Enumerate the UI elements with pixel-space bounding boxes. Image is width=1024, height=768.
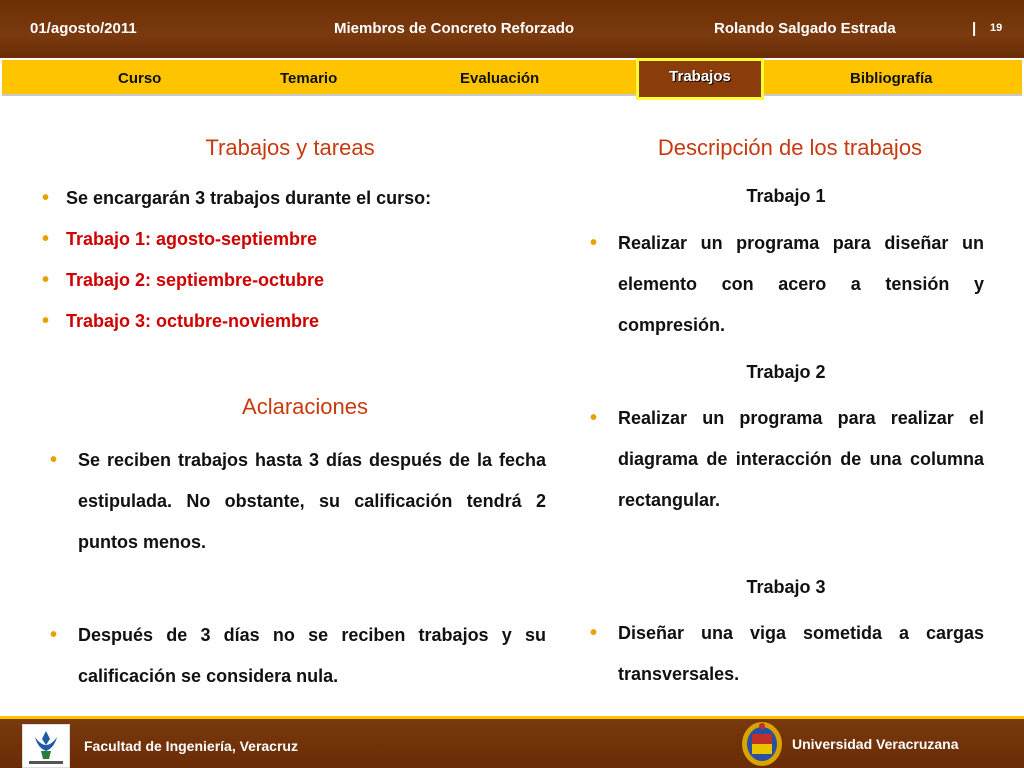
footer-bar (0, 716, 1024, 768)
footer-university: Universidad Veracruzana (792, 736, 959, 752)
tasks-list (40, 178, 550, 342)
nav-curso[interactable]: Curso (118, 70, 162, 87)
footer-faculty: Facultad de Ingeniería, Veracruz (84, 738, 298, 754)
nav-temario[interactable]: Temario (280, 70, 338, 87)
nav-evaluacion[interactable]: Evaluación (460, 70, 540, 87)
footer-divider (0, 716, 1024, 719)
header-separator: | (972, 20, 977, 37)
university-seal-icon (740, 720, 784, 768)
right-title: Descripción de los trabajos (657, 135, 923, 160)
footer (0, 712, 1024, 768)
work-3-label: Trabajo 3 (746, 577, 826, 597)
nav-trabajos-label: Trabajos (669, 68, 731, 85)
list-item: • Trabajo 3: octubre-noviembre (40, 301, 550, 342)
work-1-text: • Realizar un programa para diseñar un elemento con acero a tensión y compresión. (618, 223, 984, 346)
notes-title: Aclaraciones (242, 394, 368, 419)
nav-background (2, 60, 1022, 96)
header-author: Rolando Salgado Estrada (714, 20, 896, 37)
work-1-label: Trabajo 1 (746, 186, 826, 206)
nav-bar (0, 58, 1024, 100)
nav-trabajos-active[interactable] (636, 58, 764, 100)
list-item: • Trabajo 2: septiembre-octubre (40, 260, 550, 301)
list-item: • Trabajo 1: agosto-septiembre (40, 219, 550, 260)
bullet-icon: • (50, 449, 58, 471)
note-1: • Se reciben trabajos hasta 3 días después de la fecha estipulada. No obstante, su calificación tendrá 2 puntos menos. (78, 440, 546, 563)
header-bar (0, 0, 1024, 58)
header-date: 01/agosto/2011 (30, 20, 137, 37)
work-2-label: Trabajo 2 (746, 362, 826, 382)
page-number: 19 (990, 22, 1003, 34)
left-title: Trabajos y tareas (205, 135, 375, 160)
bullet-icon: • (590, 622, 598, 644)
bullet-icon: • (42, 187, 50, 209)
work-3-text: • Diseñar una viga sometida a cargas transversales. (618, 613, 984, 695)
bullet-icon: • (50, 624, 58, 646)
bullet-icon: • (590, 407, 598, 429)
faculty-logo-icon (22, 724, 70, 768)
header-course: Miembros de Concreto Reforzado (334, 20, 575, 37)
bullet-icon: • (42, 310, 50, 332)
bullet-icon: • (590, 232, 598, 254)
note-2: • Después de 3 días no se reciben trabajos y su calificación se considera nula. (78, 615, 546, 697)
nav-bibliografia[interactable]: Bibliografía (850, 70, 933, 87)
bullet-icon: • (42, 269, 50, 291)
work-2-text: • Realizar un programa para realizar el diagrama de interacción de una columna rectangular. (618, 398, 984, 521)
bullet-icon: • (42, 228, 50, 250)
list-item: • Se encargarán 3 trabajos durante el curso: (40, 178, 550, 219)
